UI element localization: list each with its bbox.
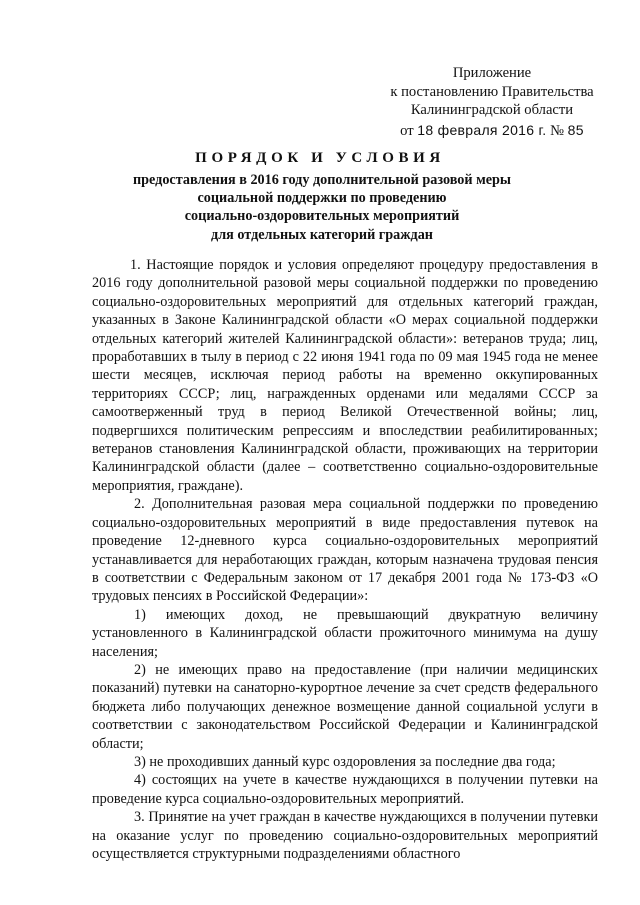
subitem-2: 2) не имеющих право на предоставление (при наличии медицинских показаний) путевки на санаторно-курортное лечение за счет средств федерального бюджета либо получающих денежное возмещение данной социальной услуги в соответствии с законодательством Российской Федерации и Калининградской области; [92,661,598,752]
document-title: ПОРЯДОК И УСЛОВИЯ [195,150,445,166]
paragraph-3: 3. Принятие на учет граждан в качестве нуждающихся в получении путевки на оказание услуг по проведению социально-оздоровительных мероприятий осуществляется структурными подразделениями областного [92,809,598,862]
number-value: 85 [567,121,584,138]
subitem-3: 3) не проходивших данный курс оздоровления за последние два года; [134,753,556,770]
subitem-1: 1) имеющих доход, не превышающий двукратную величину установленного в Калининградской области прожиточного минимума на душу населения; [92,606,598,660]
appendix-line-2: к постановлению Правительства [390,83,594,100]
document-subtitle [120,171,524,244]
date-prefix: от [400,122,414,139]
paragraph-2: 2. Дополнительная разовая мера социальной поддержки по проведению социально-оздоровительных мероприятий в виде предоставления путевок на проведение 12-дневного курса социально-оздоровительных мероприятий устанавливается для неработающих граждан, которым назначена трудовая пенсия в соответствии с Федеральным законом от 17 декабря 2001 года № 173-ФЗ «О трудовых пенсиях в Российской Федерации»: [92,496,598,605]
subitem-4: 4) состоящих на учете в качестве нуждающихся в получении путевки на проведение курса социально-оздоровительных мероприятий. [92,772,598,807]
subtitle-line-2: социальной поддержки по проведению [197,190,447,207]
appendix-line-3: Калининградской области [410,102,574,118]
subtitle-line-3: социально-оздоровительных мероприятий [184,208,460,225]
document-body [92,256,598,863]
number-prefix: № [550,122,565,139]
paragraph-1: 1. Настоящие порядок и условия определяют процедуру предоставления в 2016 году дополнительной разовой меры социальной поддержки по проведению социально-оздоровительных мероприятий для отдельных категорий граждан, указанных в Законе Калининградской области «О мерах социальной поддержки отдельных категорий жителей Калининградской области»: ветеранов труда; лиц, проработавших в тылу в период с 22 июня 1941 года по 09 мая 1945 года не менее шести месяцев, исключая период работы на временно оккупированных территориях СССР; лиц, награжденных орденами или медалями СССР за самоотверженный труд в период Великой Отечественной войны; лиц, подвергшихся политическим репрессиям и впоследствии реабилитированных; ветеранов становления Калининградской области, проживающих на территории Калининградской области (далее – соответственно социально-оздоровительные мероприятия, граждане). [92,257,598,494]
appendix-date-line [372,121,612,141]
subtitle-line-1: предоставления в 2016 году дополнительной разовой меры [132,172,512,188]
appendix-line-1: Приложение [452,65,532,81]
date-value: 18 февраля 2016 г. [417,121,547,138]
appendix-block [372,64,612,140]
subtitle-line-4: для отдельных категорий граждан [211,226,433,243]
